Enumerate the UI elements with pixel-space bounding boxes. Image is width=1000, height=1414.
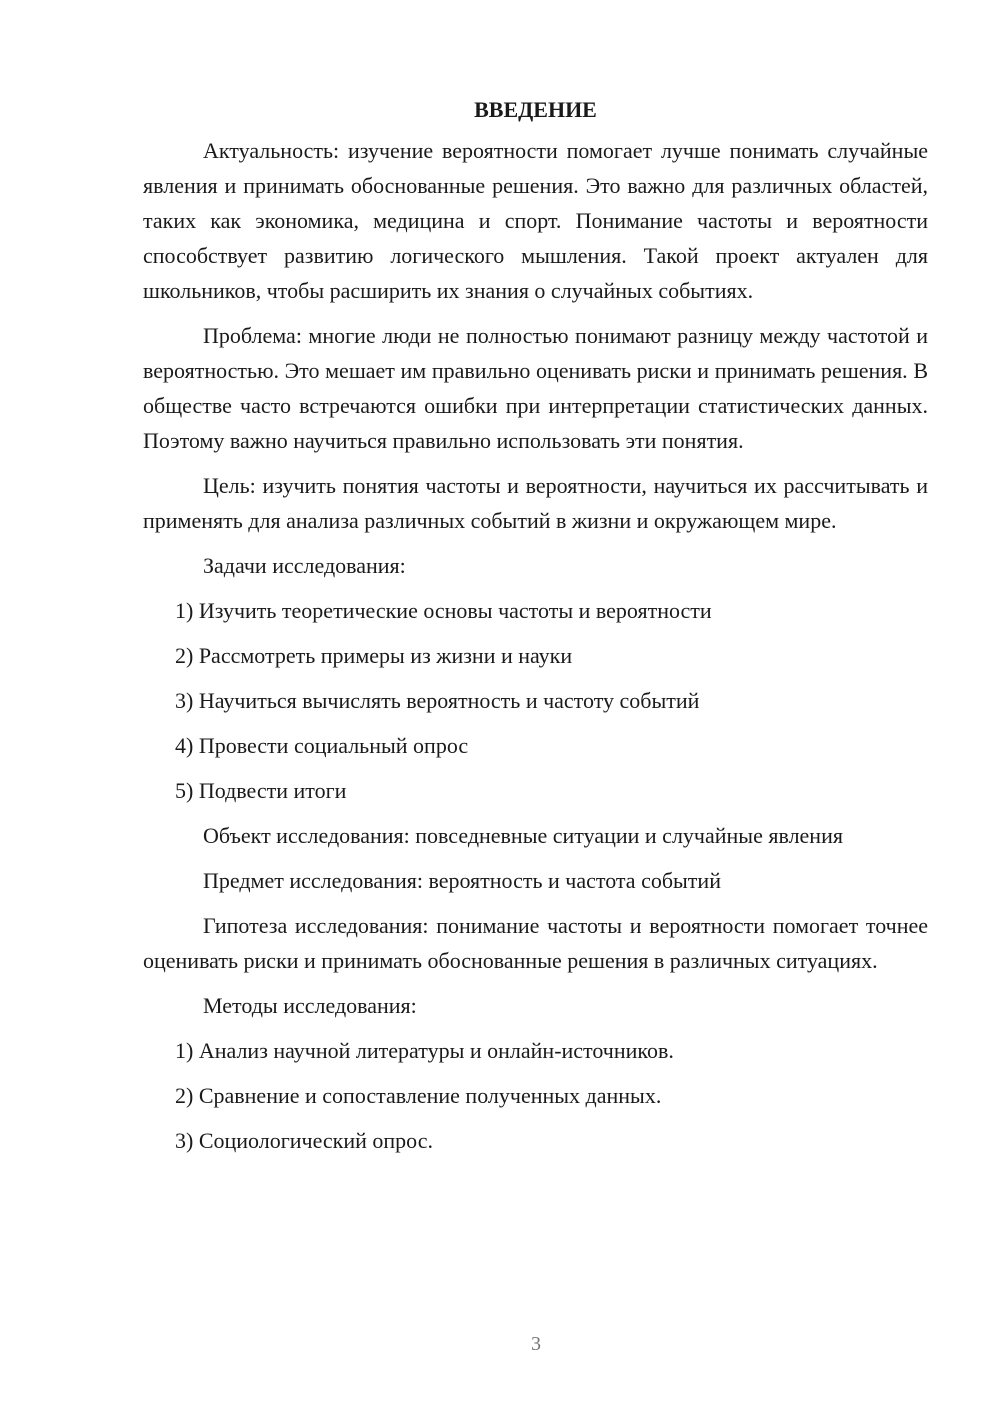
problem-paragraph: Проблема: многие люди не полностью понимают разницу между частотой и вероятностью. Это мешает им правильно оценивать риски и принимать решения. В обществе часто встречаются ошибки при интерпретации статистических данных. Поэтому важно научиться правильно использовать эти понятия.	[143, 323, 928, 453]
method-item: 2) Сравнение и сопоставление полученных данных.	[175, 1083, 662, 1108]
page-title: ВВЕДЕНИЕ	[474, 97, 597, 122]
methods-heading: Методы исследования:	[203, 993, 417, 1018]
method-item: 1) Анализ научной литературы и онлайн-источников.	[175, 1038, 674, 1063]
task-item: 2) Рассмотреть примеры из жизни и науки	[175, 643, 573, 668]
document-page	[143, 92, 928, 1168]
goal-paragraph: Цель: изучить понятия частоты и вероятности, научиться их рассчитывать и применять для анализа различных событий в жизни и окружающем мире.	[143, 473, 928, 533]
task-item: 4) Провести социальный опрос	[175, 733, 469, 758]
research-subject: Предмет исследования: вероятность и частота событий	[203, 868, 721, 893]
hypothesis-paragraph: Гипотеза исследования: понимание частоты и вероятности помогает точнее оценивать риски и принимать обоснованные решения в различных ситуациях.	[143, 913, 928, 973]
tasks-heading: Задачи исследования:	[203, 553, 406, 578]
task-item: 5) Подвести итоги	[175, 778, 347, 803]
method-item: 3) Социологический опрос.	[175, 1128, 433, 1153]
research-object: Объект исследования: повседневные ситуации и случайные явления	[203, 823, 843, 848]
task-item: 3) Научиться вычислять вероятность и частоту событий	[175, 688, 700, 713]
task-item: 1) Изучить теоретические основы частоты и вероятности	[175, 598, 712, 623]
relevance-paragraph: Актуальность: изучение вероятности помогает лучше понимать случайные явления и принимать обоснованные решения. Это важно для различных областей, таких как экономика, медицина и спорт. Понимание частоты и вероятности способствует развитию логического мышления. Такой проект актуален для школьников, чтобы расширить их знания о случайных событиях.	[143, 138, 928, 303]
page-number: 3	[531, 1333, 541, 1355]
